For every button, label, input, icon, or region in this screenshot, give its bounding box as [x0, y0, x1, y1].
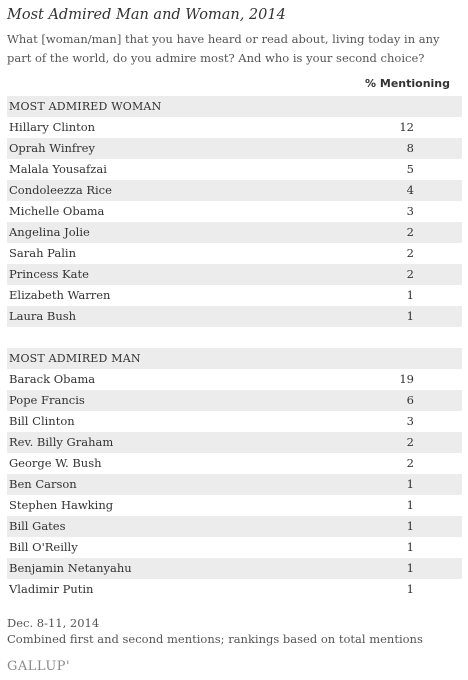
section-header [7, 96, 462, 117]
row-name: Princess Kate [9, 267, 89, 281]
row-name: Elizabeth Warren [9, 288, 111, 302]
gallup-logo [7, 659, 70, 674]
gallup-logo-mark: ' [66, 659, 71, 674]
survey-question: What [woman/man] that you have heard or read about, living today in any part of the world, do you admire most? And who is your second choice? [7, 32, 440, 65]
section-header-label: MOST ADMIRED WOMAN [9, 100, 162, 113]
table-row [7, 432, 462, 453]
table-row [7, 243, 462, 264]
row-value: 12 [399, 120, 414, 134]
row-value: 2 [406, 435, 414, 449]
row-value: 2 [406, 246, 414, 260]
chart-title: Most Admired Man and Woman, 2014 [7, 7, 286, 23]
row-name: George W. Bush [9, 456, 102, 470]
table-row [7, 411, 462, 432]
row-name: Laura Bush [9, 309, 77, 323]
table-row [7, 474, 462, 495]
row-name: Bill Clinton [9, 414, 75, 428]
table-row [7, 537, 462, 558]
column-header-row [7, 77, 462, 95]
row-value: 8 [406, 141, 414, 155]
table-row [7, 579, 462, 600]
table-row [7, 159, 462, 180]
gallup-logo-text: GALLUP [7, 659, 67, 674]
footnote-date: Dec. 8-11, 2014 [7, 616, 100, 630]
row-value: 1 [406, 561, 414, 575]
table-row [7, 306, 462, 327]
row-name: Pope Francis [9, 393, 85, 407]
row-name: Angelina Jolie [9, 225, 90, 239]
row-name: Oprah Winfrey [9, 141, 95, 155]
table-row [7, 285, 462, 306]
row-value: 1 [406, 498, 414, 512]
row-value: 1 [406, 582, 414, 596]
row-value: 1 [406, 309, 414, 323]
table-row [7, 264, 462, 285]
row-value: 1 [406, 519, 414, 533]
table-row [7, 201, 462, 222]
results-table [7, 96, 462, 600]
row-name: Ben Carson [9, 477, 77, 491]
row-name: Barack Obama [9, 372, 96, 386]
section-spacer [7, 327, 462, 348]
row-value: 6 [406, 393, 414, 407]
row-name: Bill Gates [9, 519, 66, 533]
row-name: Hillary Clinton [9, 120, 96, 134]
table-row [7, 117, 462, 138]
table-row [7, 495, 462, 516]
row-value: 3 [406, 414, 414, 428]
table-row [7, 369, 462, 390]
table-row [7, 516, 462, 537]
row-value: 2 [406, 267, 414, 281]
table-row [7, 558, 462, 579]
table-row [7, 453, 462, 474]
row-name: Sarah Palin [9, 246, 76, 260]
table-row [7, 390, 462, 411]
row-name: Vladimir Putin [9, 582, 94, 596]
table-row [7, 222, 462, 243]
row-name: Malala Yousafzai [9, 162, 107, 176]
row-value: 2 [406, 225, 414, 239]
row-value: 5 [406, 162, 414, 176]
row-name: Condoleezza Rice [9, 183, 112, 197]
row-value: 3 [406, 204, 414, 218]
row-value: 1 [406, 288, 414, 302]
column-header-percent: % Mentioning [365, 77, 450, 90]
table-row [7, 138, 462, 159]
section-header-label: MOST ADMIRED MAN [9, 352, 141, 365]
table-row [7, 180, 462, 201]
row-value: 1 [406, 477, 414, 491]
row-name: Benjamin Netanyahu [9, 561, 132, 575]
footnote-method: Combined first and second mentions; rankings based on total mentions [7, 632, 423, 646]
row-name: Stephen Hawking [9, 498, 114, 512]
row-name: Bill O'Reilly [9, 540, 78, 554]
row-value: 19 [399, 372, 414, 386]
row-name: Michelle Obama [9, 204, 105, 218]
section-header [7, 348, 462, 369]
row-value: 1 [406, 540, 414, 554]
row-value: 4 [406, 183, 414, 197]
row-value: 2 [406, 456, 414, 470]
row-name: Rev. Billy Graham [9, 435, 114, 449]
